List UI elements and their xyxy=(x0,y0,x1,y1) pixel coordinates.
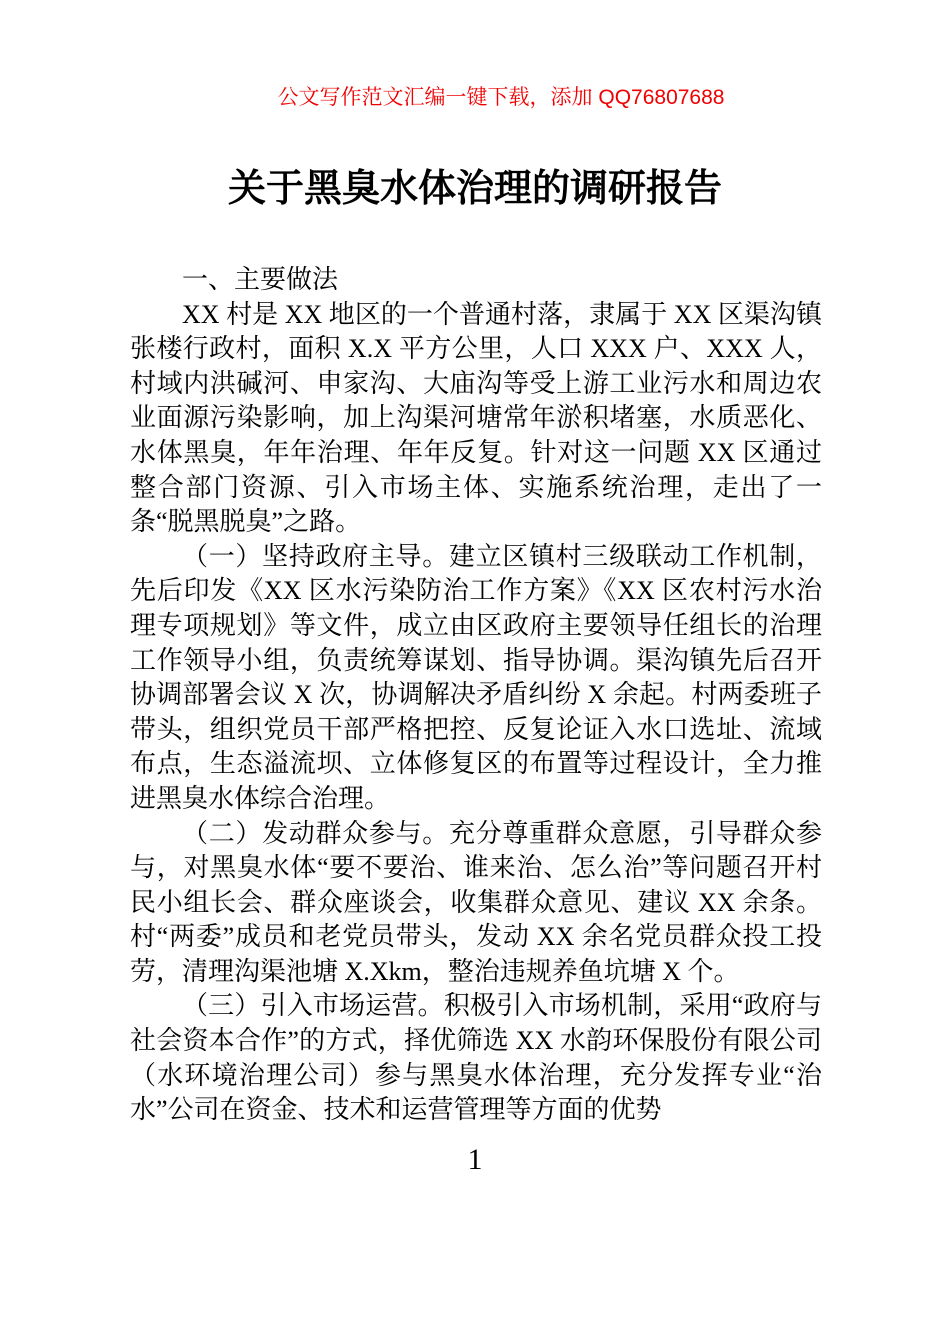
promo-banner-text: 公文写作范文汇编一键下载，添加 QQ76807688 xyxy=(277,86,725,109)
section-heading: 一、主要做法 xyxy=(182,265,339,294)
document-title: 关于黑臭水体治理的调研报告 xyxy=(227,168,722,210)
document-body xyxy=(130,263,822,1128)
body-paragraph: XX 村是 XX 地区的一个普通村落，隶属于 XX 区渠沟镇张楼行政村，面积 X.X 平方公里，人口 XXX 户、XXX 人，村域内洪碱河、申家沟、大庙沟等受上游工业污水和周边农业面源污染影响，加上沟渠河塘常年淤积堵塞，水质恶化、水体黑臭，年年治理、年年反复。针对这一问题 XX 区通过整合部门资源、引入市场主体、实施系统治理，走出了一条“脱黑脱臭”之路。 xyxy=(130,299,822,537)
body-paragraph: （二）发动群众参与。充分尊重群众意愿，引导群众参与，对黑臭水体“要不要治、谁来治、怎么治”等问题召开村民小组长会、群众座谈会，收集群众意见、建议 XX 余条。村“两委”成员和老党员带头，发动 XX 余名党员群众投工投劳，清理沟渠池塘 X.Xkm，整治违规养鱼坑塘 X 个。 xyxy=(130,818,822,986)
body-paragraph: （三）引入市场运营。积极引入市场机制，采用“政府与社会资本合作”的方式，择优筛选 XX 水韵环保股份有限公司（水环境治理公司）参与黑臭水体治理，充分发挥专业“治水”公司在资金、技术和运营管理等方面的优势 xyxy=(130,991,822,1125)
body-paragraph: （一）坚持政府主导。建立区镇村三级联动工作机制，先后印发《XX 区水污染防治工作方案》《XX 区农村污水治理专项规划》等文件，成立由区政府主要领导任组长的治理工作领导小组，负责统筹谋划、指导协调。渠沟镇先后召开协调部署会议 X 次，协调解决矛盾纠纷 X 余起。村两委班子带头，组织党员干部严格把控、反复论证入水口选址、流域布点，生态溢流坝、立体修复区的布置等过程设计，全力推进黑臭水体综合治理。 xyxy=(130,541,822,813)
page-number: 1 xyxy=(467,1142,483,1176)
